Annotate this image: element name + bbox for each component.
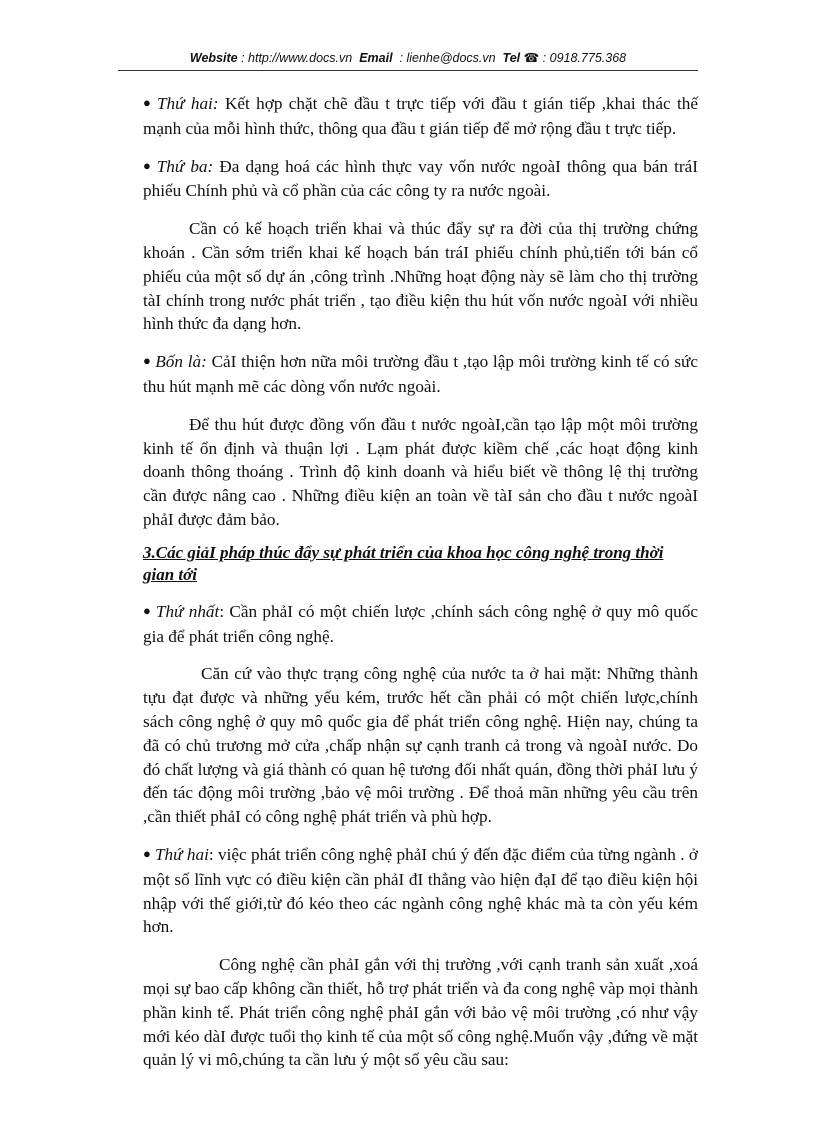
paragraph-text: CảI thiện hơn nữa môi trường đầu t ,tạo lập môi trường kinh tế có sức thu hút mạnh mẽ các dòng vốn nước ngoài. bbox=[143, 352, 699, 396]
bullet-icon: ● bbox=[143, 95, 153, 110]
paragraph-text: : việc phát triển công nghệ phảI chú ý đến đặc điểm của từng ngành . ở một số lĩnh vực có điều kiện cần phảI đI thẳng vào hiện đạI để tạo điều kiện hội nhập với thế giới,từ đó kéo theo các ngành công nghệ khác mà ta còn yếu kém hơn. bbox=[143, 844, 698, 937]
document-body bbox=[143, 92, 698, 1086]
bullet-icon: ● bbox=[143, 157, 153, 173]
paragraph-thu-hai bbox=[143, 92, 698, 141]
paragraph-stock-market bbox=[143, 217, 698, 336]
paragraph-text: Cần có kế hoạch triển khai và thúc đẩy sự ra đời của thị trường chứng khoán . Cần sớm triển khai kế hoạch bán tráI phiếu chính phủ,tiến tới bán cổ phiếu của một số dự án ,công trình .Những hoạt động này sẽ làm cho thị trường tàI chính trong nước phát triển , tạo điều kiện thu hút vốn nước ngoàI với nhiều hình thức đa dạng hơn. bbox=[143, 219, 698, 334]
paragraph-bon-la bbox=[143, 350, 698, 399]
email-label: Email bbox=[359, 51, 393, 65]
website-url[interactable]: : http://www.docs.vn bbox=[241, 51, 353, 65]
tel-value: ☎ : 0918.775.368 bbox=[523, 51, 627, 65]
paragraph-text: Để thu hút được đồng vốn đầu t nước ngoàI,cần tạo lập một môi trường kinh tế ổn định và thuận lợi . Lạm phát được kiềm chế ,các hoạt động kinh doanh thông thoáng . Trình độ kinh doanh và hiểu biết về thông lệ thị trường cần được nâng cao . Những điều kiện an toàn về tàI sản cho đầu t nước ngoàI phảI được đảm bảo. bbox=[143, 414, 698, 529]
paragraph-investment-env bbox=[143, 413, 698, 532]
paragraph-text: Kết hợp chặt chẽ đầu t trực tiếp với đầu t gián tiếp ,khai thác thế mạnh của mỗi hình thức, thông qua đầu t gián tiếp để mở rộng đầu t trực tiếp. bbox=[143, 94, 699, 138]
email-value[interactable]: : lienhe@docs.vn bbox=[399, 51, 496, 65]
paragraph-text: Đa dạng hoá các hình thực vay vốn nước ngoàI thông qua bán tráI phiếu Chính phủ và cổ phần của các công ty ra nước ngoài. bbox=[143, 156, 698, 201]
paragraph-lead: Thứ hai bbox=[154, 844, 209, 864]
tel-label: Tel bbox=[502, 51, 521, 65]
paragraph-text: : Cần phảI có một chiến lược ,chính sách công nghệ ở quy mô quốc gia để phát triển công nghệ. bbox=[143, 601, 698, 646]
bullet-icon: ● bbox=[143, 845, 151, 861]
paragraph-tech-status bbox=[143, 662, 698, 829]
section-heading-text: 3.Các giảI pháp thúc đẩy sự phát triển của khoa học công nghệ trong thời gian tới bbox=[143, 542, 664, 584]
paragraph-tech-market bbox=[143, 953, 698, 1072]
section-heading bbox=[143, 542, 698, 586]
website-label: Website bbox=[189, 51, 238, 65]
bullet-icon: ● bbox=[143, 602, 152, 618]
paragraph-text: Công nghệ cần phảI gắn với thị trường ,với cạnh tranh sản xuất ,xoá mọi sự bao cấp không cần thiết, hỗ trợ phát triển và đa cong nghệ vàp mọi thành phần kinh tế. Phát triển công nghệ phảI gắn với bảo vệ môi trường ,có như vậy mới kéo dàI được tuổi thọ kinh tế của một số công nghệ.Muốn vậy ,đứng về mặt quản lý vi mô,chúng ta cần lưu ý một số yêu cầu sau: bbox=[143, 955, 698, 1070]
paragraph-thu-hai-tech bbox=[143, 843, 698, 939]
paragraph-thu-nhat bbox=[143, 600, 698, 649]
header-divider bbox=[118, 70, 698, 71]
paragraph-text: Căn cứ vào thực trạng công nghệ của nước ta ở hai mặt: Những thành tựu đạt được và những yếu kém, trước hết cần phải có một chiến lược,chính sách công nghệ ở quy mô quốc gia để phát triển công nghệ. Hiện nay, chúng ta đã có chủ trương mở cửa ,chấp nhận sự cạnh tranh cả trong và ngoàI nước. Do đó chất lượng và giá thành có quan hệ tương đối nhất quán, đồng thời phảI lưu ý đến tác động môi trường ,bảo vệ môi trường . Để thoả mãn những yêu cầu trên ,cần thiết phảI có công nghệ phát triển và phù hợp. bbox=[143, 664, 698, 827]
paragraph-lead: Thứ hai: bbox=[156, 94, 219, 113]
page-header bbox=[0, 50, 816, 65]
paragraph-lead: Thứ ba: bbox=[156, 156, 214, 176]
bullet-icon: ● bbox=[143, 353, 152, 369]
paragraph-lead: Bốn là: bbox=[155, 352, 207, 372]
paragraph-lead: Thứ nhất bbox=[155, 601, 220, 621]
paragraph-thu-ba bbox=[143, 155, 698, 204]
